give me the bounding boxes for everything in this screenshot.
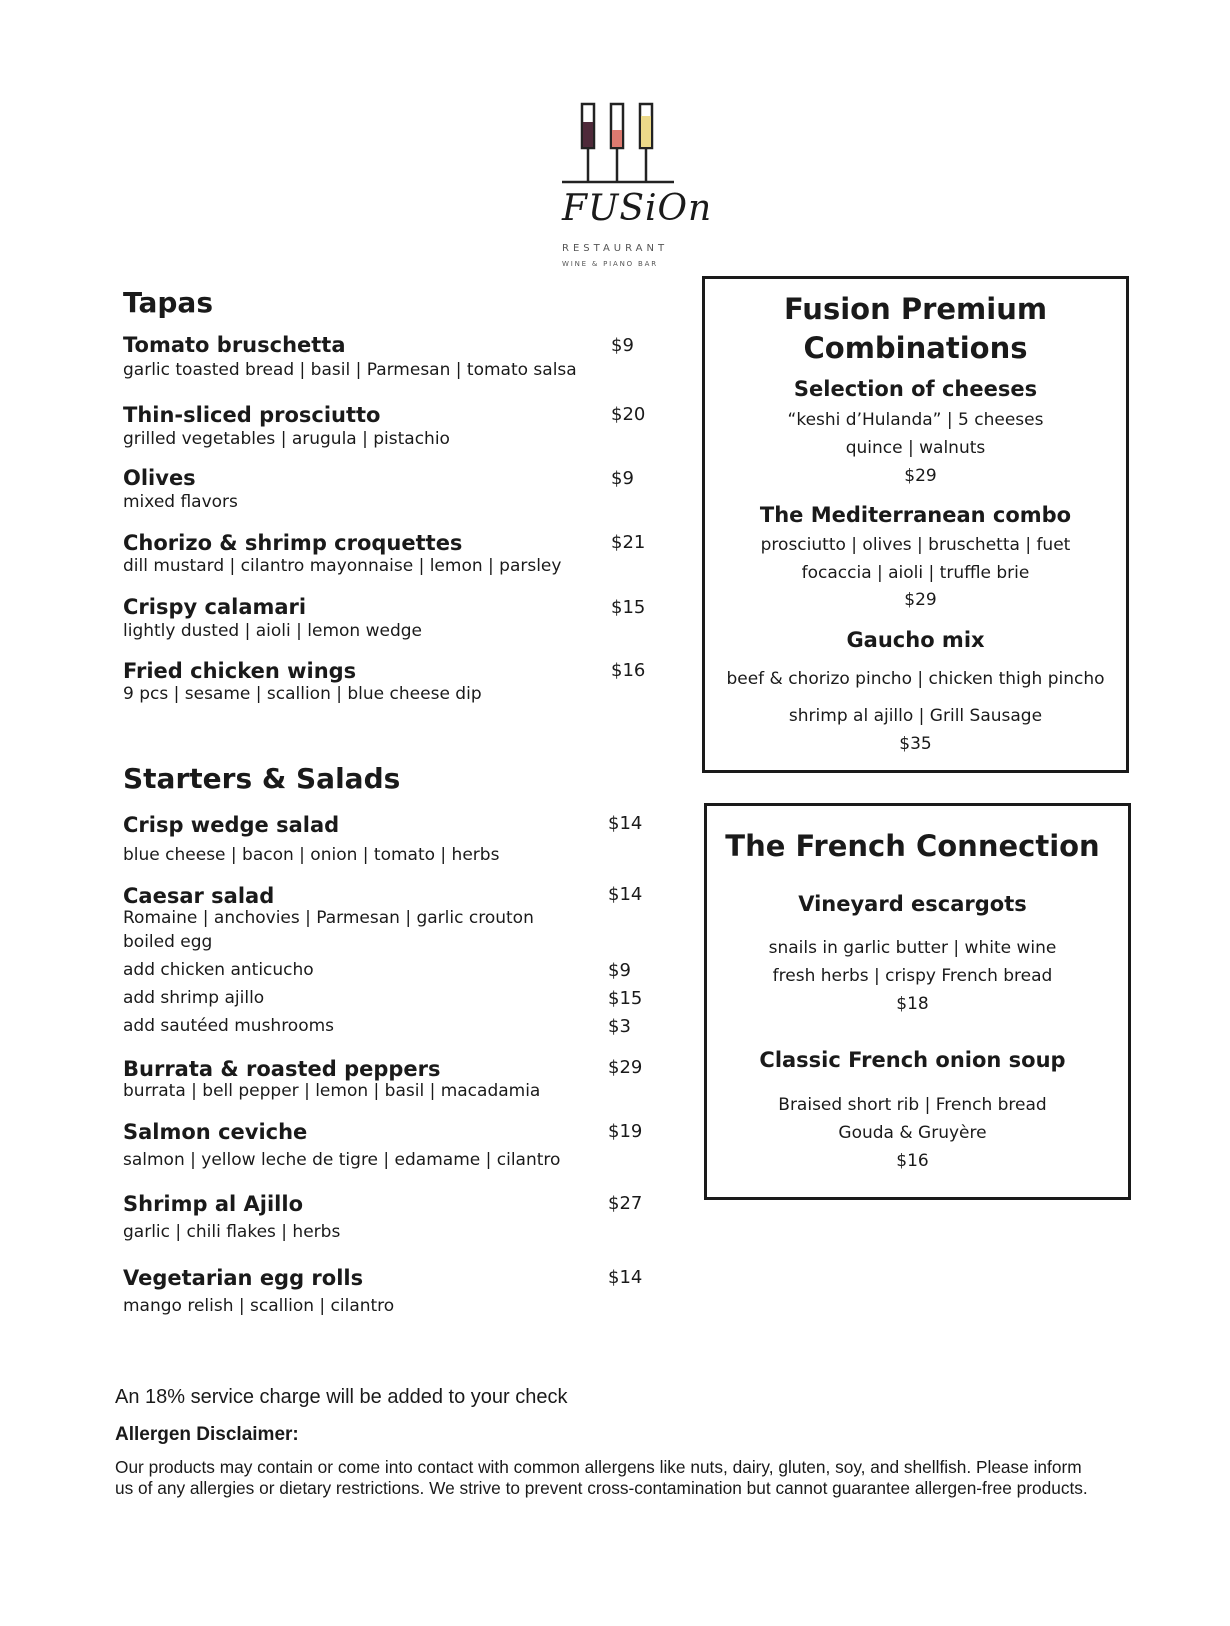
combo-price: $29 <box>904 466 937 486</box>
item-desc: garlic | chili flakes | herbs <box>123 1222 341 1242</box>
item-name: Salmon ceviche <box>123 1120 308 1144</box>
box-title-line-1: Fusion Premium <box>783 292 1048 326</box>
combo-line: “keshi d’Hulanda” | 5 cheeses <box>787 410 1044 430</box>
addon-label: add shrimp ajillo <box>123 988 265 1008</box>
dish-line: Gouda & Gruyère <box>838 1123 987 1143</box>
premium-combinations-box <box>702 276 1129 773</box>
service-charge-note: An 18% service charge will be added to your check <box>115 1386 568 1408</box>
item-name: Vegetarian egg rolls <box>123 1266 364 1290</box>
item-name: Tomato bruschetta <box>123 333 346 357</box>
item-name: Caesar salad <box>123 884 275 908</box>
item-price: $9 <box>611 335 634 356</box>
dish-price: $18 <box>896 994 929 1014</box>
combo-price: $29 <box>904 590 937 610</box>
tapas-heading: Tapas <box>123 286 213 319</box>
combo-name: Selection of cheeses <box>793 377 1038 401</box>
item-desc: grilled vegetables | arugula | pistachio <box>123 429 450 449</box>
addon-price: $9 <box>608 960 631 981</box>
item-desc: lightly dusted | aioli | lemon wedge <box>123 621 422 641</box>
logo-wordmark: FUSiOn <box>562 188 713 229</box>
item-desc: mango relish | scallion | cilantro <box>123 1296 395 1316</box>
french-connection-box <box>704 803 1131 1200</box>
item-name: Olives <box>123 466 196 490</box>
item-price: $16 <box>611 660 646 681</box>
item-price: $27 <box>608 1193 643 1214</box>
item-desc: Romaine | anchovies | Parmesan | garlic crouton <box>123 908 534 928</box>
logo-line-2: WINE & PIANO BAR <box>562 260 658 268</box>
item-name: Burrata & roasted peppers <box>123 1057 441 1081</box>
item-desc: burrata | bell pepper | lemon | basil | macadamia <box>123 1081 541 1101</box>
combo-line: focaccia | aioli | truffle brie <box>801 563 1030 583</box>
item-name: Chorizo & shrimp croquettes <box>123 531 463 555</box>
item-price: $21 <box>611 532 646 553</box>
dish-name: Classic French onion soup <box>759 1048 1066 1072</box>
item-price: $29 <box>608 1057 643 1078</box>
item-desc: 9 pcs | sesame | scallion | blue cheese dip <box>123 684 482 704</box>
allergen-title: Allergen Disclaimer: <box>115 1424 299 1445</box>
item-name: Crisp wedge salad <box>123 813 340 837</box>
dish-name: Vineyard escargots <box>798 892 1027 916</box>
item-desc: mixed flavors <box>123 492 238 512</box>
logo-line-1: RESTAURANT <box>562 243 669 254</box>
item-price: $19 <box>608 1121 643 1142</box>
item-price: $14 <box>608 1267 643 1288</box>
combo-line: beef & chorizo pincho | chicken thigh pincho <box>726 669 1105 689</box>
item-name: Fried chicken wings <box>123 659 357 683</box>
addon-label: add chicken anticucho <box>123 960 314 980</box>
item-price: $14 <box>608 813 643 834</box>
combo-line: shrimp al ajillo | Grill Sausage <box>788 706 1043 726</box>
item-name: Shrimp al Ajillo <box>123 1192 304 1216</box>
item-price: $14 <box>608 884 643 905</box>
item-desc: garlic toasted bread | basil | Parmesan | tomato salsa <box>123 360 577 380</box>
item-desc: dill mustard | cilantro mayonnaise | lemon | parsley <box>123 556 562 576</box>
dish-price: $16 <box>896 1151 929 1171</box>
box-title: The French Connection <box>725 829 1100 863</box>
combo-price: $35 <box>899 734 932 754</box>
dish-line: Braised short rib | French bread <box>778 1095 1047 1115</box>
item-price: $9 <box>611 468 634 489</box>
addon-price: $15 <box>608 988 643 1009</box>
item-desc: blue cheese | bacon | onion | tomato | herbs <box>123 845 500 865</box>
combo-line: quince | walnuts <box>845 438 986 458</box>
item-name: Crispy calamari <box>123 595 307 619</box>
allergen-text-1: Our products may contain or come into contact with common allergens like nuts, dairy, gluten, soy, and shellfish. Please inform <box>115 1457 1082 1477</box>
item-price: $20 <box>611 404 646 425</box>
combo-name: The Mediterranean combo <box>759 503 1072 527</box>
allergen-text-2: us of any allergies or dietary restrictions. We strive to prevent cross-contamination but cannot guarantee allergen-free products. <box>115 1478 1088 1498</box>
dish-line: fresh herbs | crispy French bread <box>772 966 1053 986</box>
logo <box>560 100 713 270</box>
item-name: Thin-sliced prosciutto <box>123 403 381 427</box>
combo-name: Gaucho mix <box>846 628 985 652</box>
dish-line: snails in garlic butter | white wine <box>768 938 1057 958</box>
box-title-line-2: Combinations <box>803 331 1028 365</box>
item-desc-2: boiled egg <box>123 932 213 952</box>
addon-price: $3 <box>608 1016 631 1037</box>
item-desc: salmon | yellow leche de tigre | edamame | cilantro <box>123 1150 561 1170</box>
combo-line: prosciutto | olives | bruschetta | fuet <box>760 535 1071 555</box>
item-price: $15 <box>611 597 646 618</box>
starters-heading: Starters & Salads <box>123 762 401 795</box>
addon-label: add sautéed mushrooms <box>123 1016 335 1036</box>
wine-glasses-logo-icon <box>560 100 676 190</box>
